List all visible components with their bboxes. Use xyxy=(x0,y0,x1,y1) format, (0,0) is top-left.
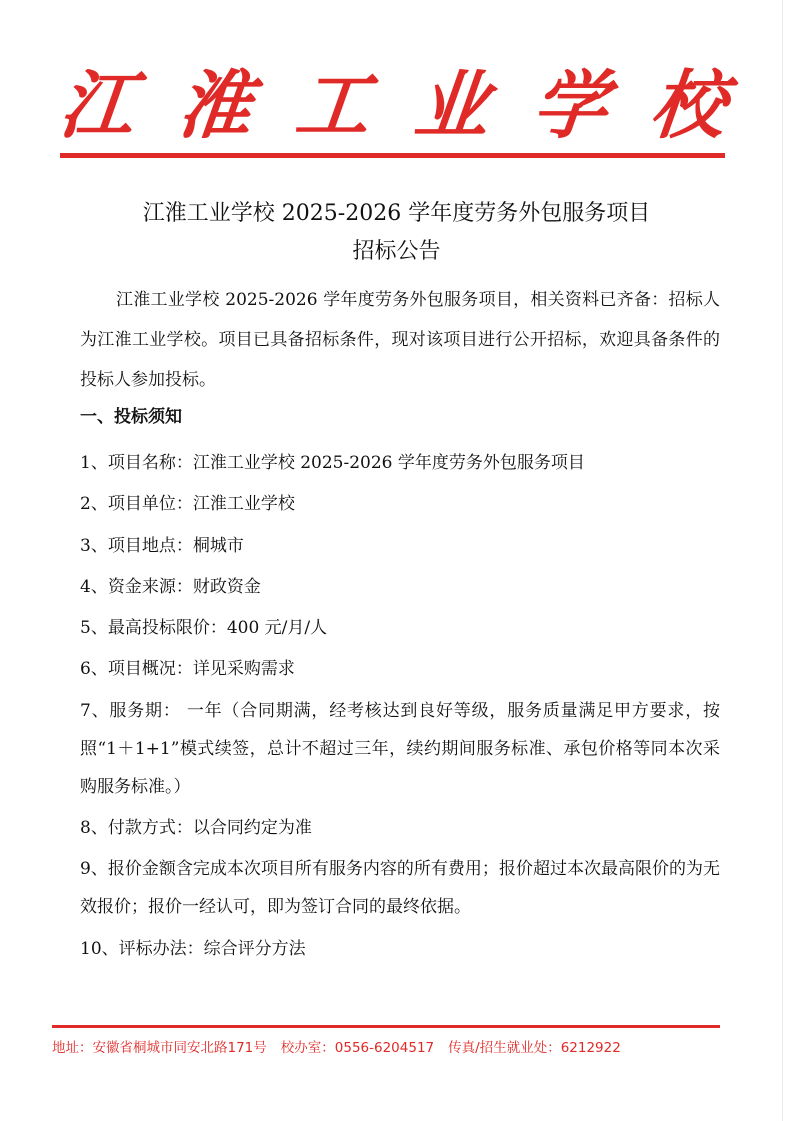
list-item: 9、报价金额含完成本次项目所有服务内容的所有费用；报价超过本次最高限价的为无效报价；报价一经认可，即为签订合同的最终依据。 xyxy=(80,859,720,918)
list-item: 1、项目名称：江淮工业学校 2025-2026 学年度劳务外包服务项目 xyxy=(80,453,585,473)
footer-address: 地址：安徽省桐城市同安北路171号 xyxy=(52,1040,267,1056)
footer-office-phone: 校办室：0556-6204517 xyxy=(280,1040,435,1056)
section-heading: 一、投标须知 xyxy=(80,407,182,427)
list-item: 10、评标办法：综合评分方法 xyxy=(80,938,306,959)
list-item: 6、项目概况：详见采购需求 xyxy=(80,659,295,680)
notice-items-list xyxy=(80,444,720,971)
masthead-char: 业 xyxy=(410,63,494,149)
masthead-char: 工 xyxy=(291,63,375,149)
intro-paragraph: 江淮工业学校 2025-2026 学年度劳务外包服务项目，相关资料已齐备：招标人为江淮工业学校。项目已具备招标条件，现对该项目进行公开招标，欢迎具备条件的投标人参加投标。 xyxy=(80,290,720,390)
masthead-char: 学 xyxy=(528,63,612,149)
list-item: 4、资金来源：财政资金 xyxy=(80,576,261,597)
footer-fax: 传真/招生就业处：6212922 xyxy=(448,1040,621,1056)
masthead-char: 校 xyxy=(646,63,730,149)
list-item: 3、项目地点：桐城市 xyxy=(80,535,244,556)
masthead-divider xyxy=(60,153,725,158)
masthead-char: 淮 xyxy=(173,63,257,149)
document-title: 江淮工业学校 2025-2026 学年度劳务外包服务项目 xyxy=(142,201,651,226)
school-masthead xyxy=(55,62,730,150)
masthead-char: 江 xyxy=(55,63,139,149)
footer-divider xyxy=(52,1025,720,1028)
letterhead-footer xyxy=(52,1036,720,1056)
list-item: 7、服务期： 一年（合同期满，经考核达到良好等级，服务质量满足甲方要求，按照“1＋1+1”模式续签，总计不超过三年，续约期间服务标准、承包价格等同本次采购服务标准。） xyxy=(80,700,720,797)
list-item: 2、项目单位：江淮工业学校 xyxy=(80,494,295,515)
list-item: 5、最高投标限价：400 元/月/人 xyxy=(80,618,328,639)
list-item: 8、付款方式：以合同约定为准 xyxy=(80,818,312,839)
document-subtitle: 招标公告 xyxy=(352,239,441,264)
scan-edge-line xyxy=(782,0,783,1121)
